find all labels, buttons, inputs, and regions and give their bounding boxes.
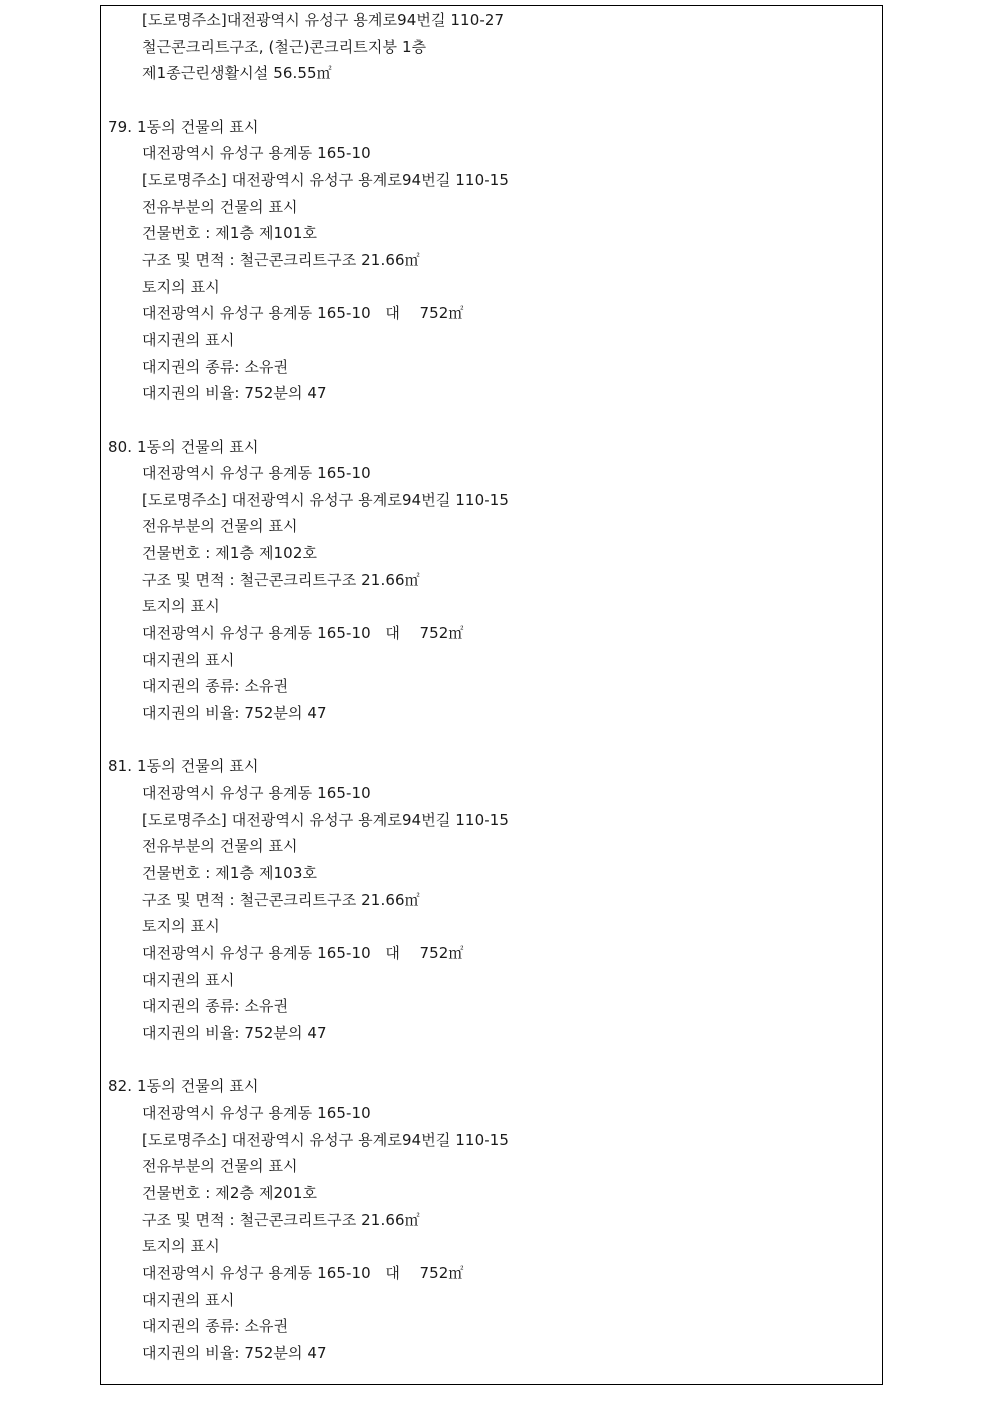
structure-area: 구조 및 면적 : 철근콘크리트구조 21.66㎡	[142, 570, 420, 589]
land-detail: 대전광역시 유성구 용계동 165-10 대 752㎡	[142, 624, 464, 643]
entry-heading: 81. 1동의 건물의 표시	[108, 757, 259, 776]
entry-81	[101, 753, 884, 1046]
road-address: [도로명주소] 대전광역시 유성구 용계로94번길 110-15	[142, 170, 510, 189]
building-number: 건물번호 : 제1층 제103호	[142, 864, 318, 882]
intro-road-address: [도로명주소]대전광역시 유성구 용계로94번길 110-27	[142, 11, 505, 29]
exclusive-title: 전유부분의 건물의 표시	[142, 837, 298, 856]
site-right-ratio: 대지권의 비율: 752분의 47	[142, 384, 327, 403]
road-address: [도로명주소] 대전광역시 유성구 용계로94번길 110-15	[142, 1130, 510, 1149]
exclusive-title: 전유부분의 건물의 표시	[142, 197, 298, 216]
land-title: 토지의 표시	[142, 597, 220, 616]
site-right-ratio: 대지권의 비율: 752분의 47	[142, 1343, 327, 1362]
building-number: 건물번호 : 제2층 제201호	[142, 1183, 318, 1202]
exclusive-title: 전유부분의 건물의 표시	[142, 517, 298, 536]
spacer	[101, 727, 884, 754]
exclusive-title: 전유부분의 건물의 표시	[142, 1157, 298, 1176]
land-title: 토지의 표시	[142, 917, 220, 936]
entry-82	[101, 1073, 884, 1366]
spacer	[101, 87, 884, 114]
site-right-title: 대지권의 표시	[142, 650, 235, 669]
document-content	[101, 5, 884, 1366]
site-right-title: 대지권의 표시	[142, 330, 235, 349]
entry-heading: 79. 1동의 건물의 표시	[108, 117, 259, 136]
road-address: [도로명주소] 대전광역시 유성구 용계로94번길 110-15	[142, 810, 510, 829]
land-detail: 대전광역시 유성구 용계동 165-10 대 752㎡	[142, 304, 464, 323]
entry-heading: 82. 1동의 건물의 표시	[108, 1077, 259, 1096]
entry-heading: 80. 1동의 건물의 표시	[108, 437, 259, 456]
building-number: 건물번호 : 제1층 제102호	[142, 544, 318, 563]
document-frame	[100, 5, 883, 1385]
spacer	[101, 407, 884, 434]
site-right-type: 대지권의 종류: 소유권	[142, 1317, 289, 1336]
intro-usage: 제1종근린생활시설 56.55㎡	[142, 64, 332, 83]
site-right-ratio: 대지권의 비율: 752분의 47	[142, 1023, 327, 1042]
intro-block	[101, 7, 884, 87]
road-address: [도로명주소] 대전광역시 유성구 용계로94번길 110-15	[142, 490, 510, 509]
intro-structure: 철근콘크리트구조, (철근)콘크리트지붕 1층	[142, 37, 427, 56]
land-detail: 대전광역시 유성구 용계동 165-10 대 752㎡	[142, 943, 464, 962]
site-right-ratio: 대지권의 비율: 752분의 47	[142, 704, 327, 723]
lot-address: 대전광역시 유성구 용계동 165-10	[142, 464, 371, 483]
land-detail: 대전광역시 유성구 용계동 165-10 대 752㎡	[142, 1263, 464, 1282]
site-right-title: 대지권의 표시	[142, 1290, 235, 1309]
spacer	[101, 1047, 884, 1074]
structure-area: 구조 및 면적 : 철근콘크리트구조 21.66㎡	[142, 1210, 420, 1229]
land-title: 토지의 표시	[142, 1237, 220, 1256]
site-right-type: 대지권의 종류: 소유권	[142, 357, 289, 376]
land-title: 토지의 표시	[142, 277, 220, 296]
structure-area: 구조 및 면적 : 철근콘크리트구조 21.66㎡	[142, 250, 420, 269]
building-number: 건물번호 : 제1층 제101호	[142, 224, 318, 243]
site-right-title: 대지권의 표시	[142, 970, 235, 989]
lot-address: 대전광역시 유성구 용계동 165-10	[142, 1103, 371, 1122]
lot-address: 대전광역시 유성구 용계동 165-10	[142, 144, 371, 163]
structure-area: 구조 및 면적 : 철근콘크리트구조 21.66㎡	[142, 890, 420, 909]
entry-80	[101, 434, 884, 727]
site-right-type: 대지권의 종류: 소유권	[142, 997, 289, 1016]
site-right-type: 대지권의 종류: 소유권	[142, 677, 289, 696]
entry-79	[101, 114, 884, 407]
lot-address: 대전광역시 유성구 용계동 165-10	[142, 784, 371, 803]
